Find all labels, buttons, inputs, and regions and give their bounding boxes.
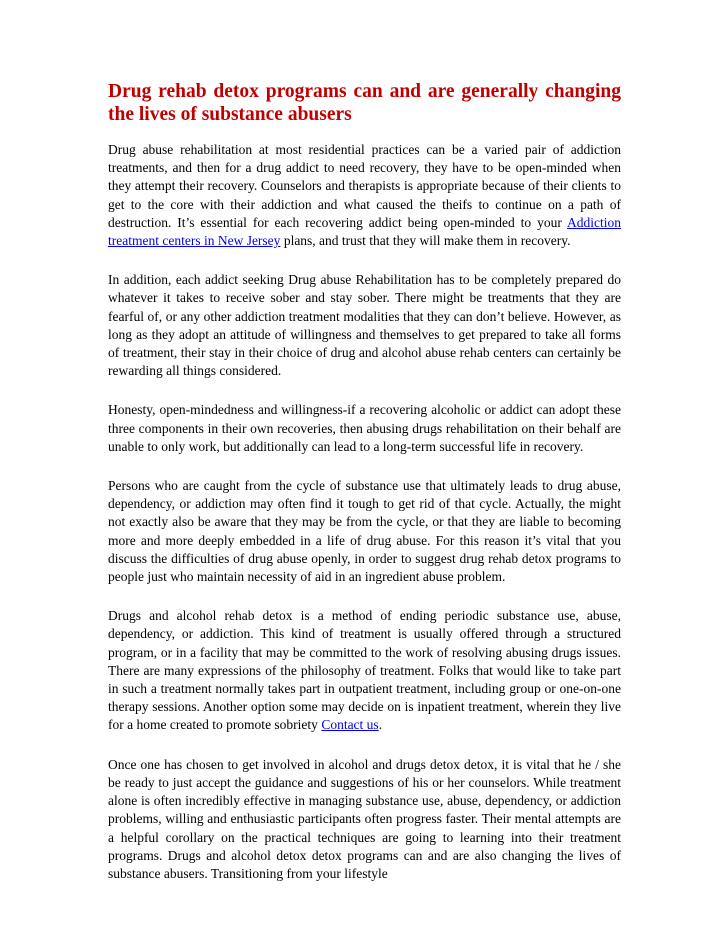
paragraph-6: Once one has chosen to get involved in alcohol and drugs detox detox, it is vital that he / she be ready to just accept the guidance and suggestions of his or her counselors. While treatment alone is often incredibly effective in managing substance use, abuse, dependency, or addiction problems, willing and enthusiastic participants often progress faster. Their mental attempts are a helpful corollary on the practical techniques are going to learning into their treatment programs. Drugs and alcohol detox detox programs can and are also changing the lives of substance abusers. Transitioning from your lifestyle (108, 756, 621, 881)
paragraph-1 (108, 141, 621, 250)
paragraph-1-text-a: Drug abuse rehabilitation at most residential practices can be a varied pair of addiction treatments, and then for a drug addict to need recovery, they have to be open-minded when they attempt their recovery. Counselors and therapists is appropriate because of their clients to get to the core with their addiction and what caused the theifs to continue on a path of destruction. It’s essential for each recovering addict being open-minded to your (108, 142, 621, 230)
paragraph-5-text-b: . (378, 717, 383, 733)
paragraph-1-text-b: plans, and trust that they will make them in recovery. (280, 233, 571, 249)
paragraph-4: Persons who are caught from the cycle of substance use that ultimately leads to drug abuse, dependency, or addiction may often find it tough to get rid of that cycle. Actually, the might not exactly also be aware that they may be from the cycle, or that they are liable to becoming more and more deeply embedded in a life of drug abuse. For this reason it’s vital that you discuss the difficulties of drug abuse openly, in order to suggest drug rehab detox programs to people just who maintain necessity of aid in an ingredient abuse problem. (108, 478, 621, 585)
paragraph-2: In addition, each addict seeking Drug abuse Rehabilitation has to be completely prepared do whatever it takes to receive sober and stay sober. There might be treatments that they are fearful of, or any other addiction treatment modalities that they can don’t believe. However, as long as they adopt an attitude of willingness and themselves to get prepared to take all forms of treatment, their stay in their choice of drug and alcohol abuse rehab centers can certainly be rewarding all things considered. (108, 272, 621, 379)
paragraph-5-text-a: Drugs and alcohol rehab detox is a method of ending periodic substance use, abuse, dependency, or addiction. This kind of treatment is usually offered through a structured program, or in a facility that may be committed to the work of resolving abusing drugs issues. There are many expressions of the philosophy of treatment. Folks that would like to take part in such a treatment normally takes part in outpatient treatment, including group or one-on-one therapy sessions. Another option some may decide on is inpatient treatment, wherein they live for a home created to promote sobriety (108, 608, 621, 733)
contact-us-link[interactable]: Contact us (321, 717, 379, 733)
paragraph-5 (108, 607, 621, 734)
paragraph-3: Honesty, open-mindedness and willingness-if a recovering alcoholic or addict can adopt these three components in their own recoveries, then abusing drugs rehabilitation on their behalf are unable to only work, but additionally can lead to a long-term successful life in recovery. (108, 402, 621, 454)
document-title: Drug rehab detox programs can and are generally changing the lives of substance abusers (108, 81, 621, 125)
addiction-treatment-centers-link[interactable]: Addiction treatment centers in New Jersey (108, 214, 621, 249)
